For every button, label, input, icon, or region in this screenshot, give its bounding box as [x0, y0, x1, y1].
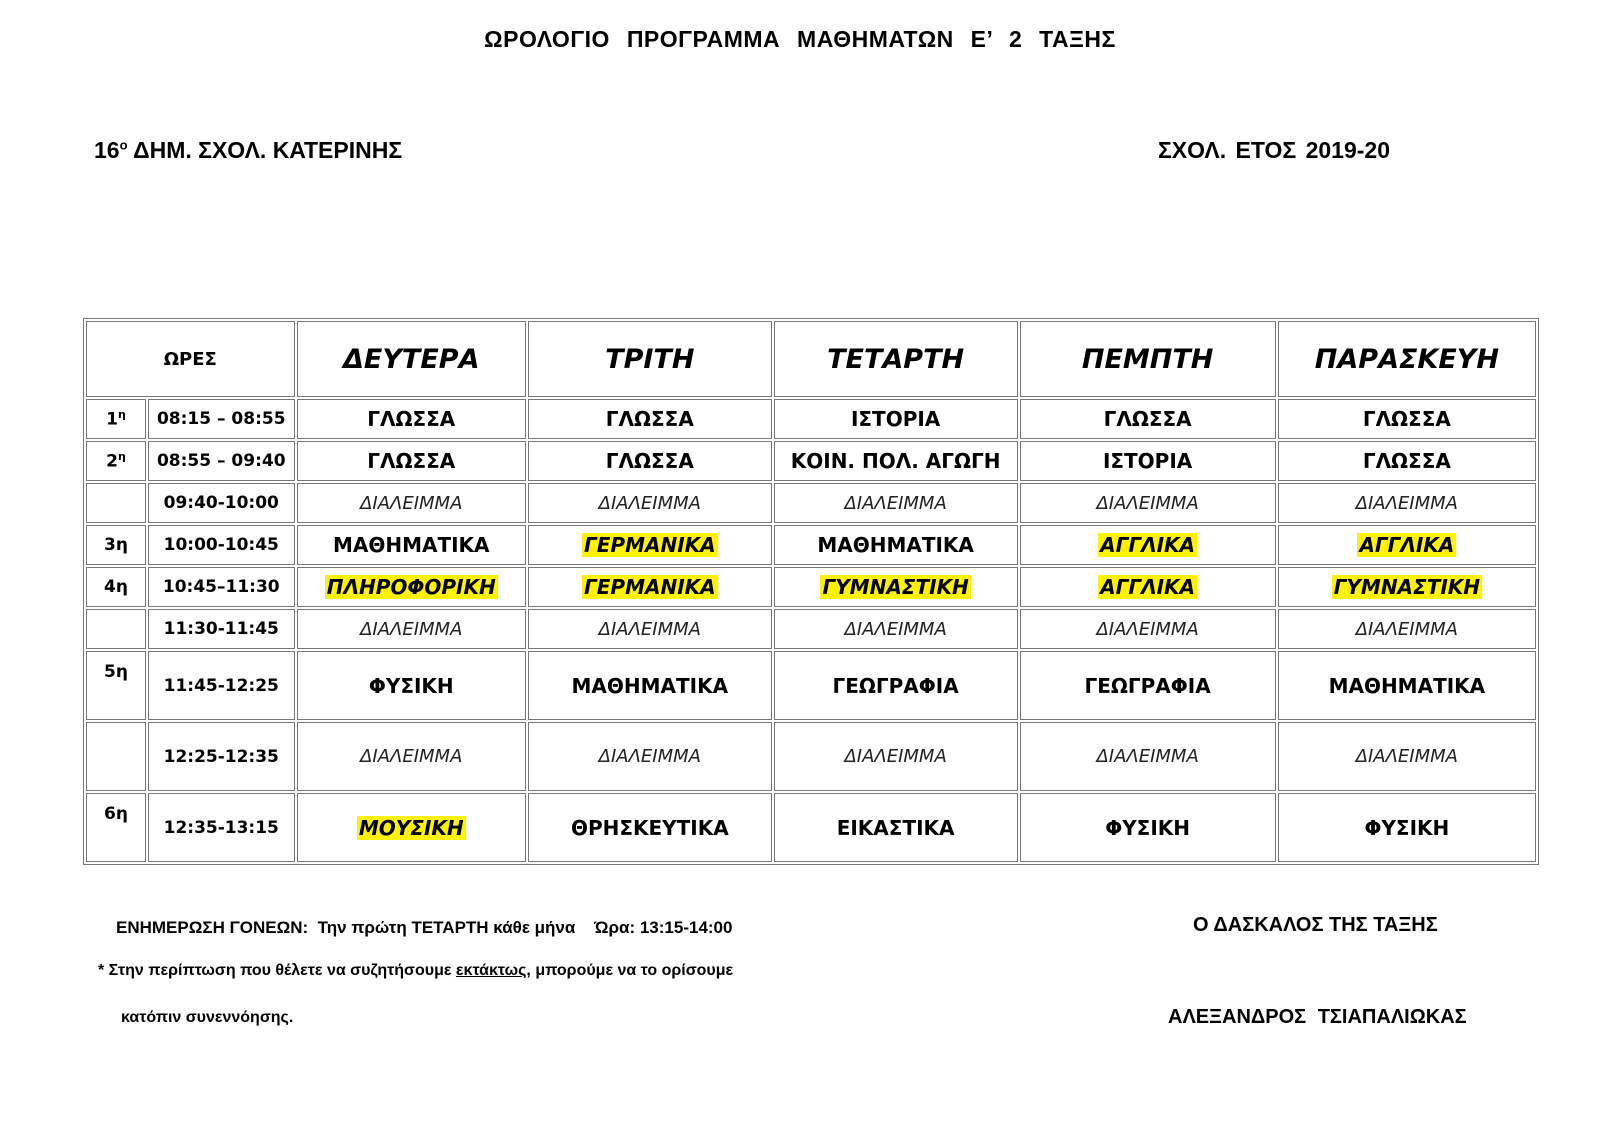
break-cell — [528, 609, 772, 649]
school-number: 16 — [94, 137, 120, 163]
subject-cell — [528, 793, 772, 862]
period-cell — [86, 525, 146, 565]
subject-label: ΚΟΙΝ. ΠΟΛ. ΑΓΩΓΗ — [790, 449, 1001, 473]
time-cell: 08:15 – 08:55 — [148, 399, 295, 439]
subject-label: ΓΛΩΣΣΑ — [367, 407, 456, 431]
period-cell — [86, 441, 146, 481]
note-end: , μπορούμε να το ορίσουμε — [526, 962, 734, 979]
subject-label: ΕΙΚΑΣΤΙΚΑ — [836, 815, 955, 840]
subject-cell — [1020, 441, 1276, 481]
note-line-2: κατόπιν συνεννόησης. — [121, 1009, 294, 1026]
subject-cell — [528, 525, 772, 565]
break-label: ΔΙΑΛΕΙΜΜΑ — [1096, 492, 1199, 514]
subject-cell — [774, 399, 1018, 439]
subject-label: ΑΓΓΛΙΚΑ — [1100, 575, 1196, 599]
subject-label: ΙΣΤΟΡΙΑ — [1102, 449, 1193, 473]
subject-cell — [1020, 651, 1276, 720]
break-label: ΔΙΑΛΕΙΜΜΑ — [360, 492, 463, 514]
period-cell — [86, 722, 146, 791]
period-number: 2 — [106, 451, 118, 472]
subject-label: ΘΡΗΣΚΕΥΤΙΚΑ — [570, 815, 729, 840]
parents-info — [116, 918, 732, 938]
subject-label: ΓΛΩΣΣΑ — [605, 407, 694, 431]
subject-cell — [297, 399, 526, 439]
subject-cell — [774, 793, 1018, 862]
period-cell — [86, 793, 146, 862]
break-cell — [297, 609, 526, 649]
time-cell: 10:00-10:45 — [148, 525, 295, 565]
subject-label: ΜΟΥΣΙΚΗ — [358, 815, 464, 840]
table-row — [86, 399, 1536, 439]
subject-cell — [774, 567, 1018, 607]
subject-cell — [297, 793, 526, 862]
break-cell — [528, 722, 772, 791]
school-number-ordinal: ο — [119, 137, 128, 153]
subject-label: ΜΑΘΗΜΑΤΙΚΑ — [571, 673, 729, 698]
time-cell: 12:35-13:15 — [148, 793, 295, 862]
table-row — [86, 651, 1536, 720]
break-cell — [1020, 609, 1276, 649]
subject-cell — [297, 441, 526, 481]
school-name-text: ΔΗΜ. ΣΧΟΛ. ΚΑΤΕΡΙΝΗΣ — [127, 137, 403, 163]
period-cell — [86, 483, 146, 523]
time-cell: 10:45–11:30 — [148, 567, 295, 607]
break-cell — [774, 609, 1018, 649]
timetable — [83, 318, 1539, 865]
subject-label: ΓΥΜΝΑΣΤΙΚΗ — [1333, 575, 1481, 599]
break-cell — [297, 483, 526, 523]
subject-cell — [1278, 793, 1536, 862]
table-row — [86, 793, 1536, 862]
subject-label: ΓΛΩΣΣΑ — [605, 449, 694, 473]
note-start: * Στην περίπτωση που θέλετε να συζητήσουμε — [98, 962, 456, 979]
break-label: ΔΙΑΛΕΙΜΜΑ — [360, 746, 463, 767]
subject-cell — [297, 525, 526, 565]
break-label: ΔΙΑΛΕΙΜΜΑ — [1096, 618, 1199, 640]
break-label: ΔΙΑΛΕΙΜΜΑ — [1355, 746, 1458, 767]
subject-cell — [528, 651, 772, 720]
break-label: ΔΙΑΛΕΙΜΜΑ — [844, 618, 947, 640]
period-cell — [86, 609, 146, 649]
period-number: 1 — [106, 409, 118, 430]
day-header-friday: ΠΑΡΑΣΚΕΥΗ — [1278, 321, 1536, 397]
subject-cell — [1020, 525, 1276, 565]
subject-cell — [297, 567, 526, 607]
subject-label: ΓΛΩΣΣΑ — [367, 449, 456, 473]
table-row — [86, 525, 1536, 565]
break-label: ΔΙΑΛΕΙΜΜΑ — [598, 618, 701, 640]
break-cell — [1020, 722, 1276, 791]
day-header-wednesday: ΤΕΤΑΡΤΗ — [774, 321, 1018, 397]
period-ordinal: η — [117, 408, 126, 422]
table-row — [86, 441, 1536, 481]
day-header-tuesday: ΤΡΙΤΗ — [528, 321, 772, 397]
break-cell — [774, 722, 1018, 791]
break-cell — [1278, 722, 1536, 791]
subject-label: ΜΑΘΗΜΑΤΙΚΑ — [1328, 673, 1486, 698]
subject-cell — [774, 651, 1018, 720]
subject-label: ΦΥΣΙΚΗ — [368, 673, 454, 698]
break-cell — [528, 483, 772, 523]
period-number: 4η — [103, 577, 128, 597]
subject-label: ΓΕΩΓΡΑΦΙΑ — [832, 673, 959, 698]
subject-label: ΦΥΣΙΚΗ — [1364, 815, 1450, 840]
subject-label: ΜΑΘΗΜΑΤΙΚΑ — [332, 533, 490, 557]
subject-cell — [528, 441, 772, 481]
break-label: ΔΙΑΛΕΙΜΜΑ — [598, 746, 701, 767]
subject-label: ΓΕΡΜΑΝΙΚΑ — [584, 575, 716, 599]
subject-label: ΓΛΩΣΣΑ — [1362, 407, 1451, 431]
subject-label: ΓΛΩΣΣΑ — [1103, 407, 1192, 431]
subject-label: ΑΓΓΛΙΚΑ — [1359, 533, 1455, 557]
hours-header: ΩΡΕΣ — [86, 321, 295, 397]
subject-label: ΙΣΤΟΡΙΑ — [850, 407, 941, 431]
subject-cell — [1020, 567, 1276, 607]
parents-info-label: ΕΝΗΜΕΡΩΣΗ ΓΟΝΕΩΝ: — [116, 918, 309, 937]
period-cell — [86, 651, 146, 720]
subject-cell — [297, 651, 526, 720]
header-row — [86, 321, 1536, 397]
subject-cell — [528, 399, 772, 439]
break-cell — [1278, 609, 1536, 649]
break-label: ΔΙΑΛΕΙΜΜΑ — [844, 492, 947, 514]
teacher-title: Ο ΔΑΣΚΑΛΟΣ ΤΗΣ ΤΑΞΗΣ — [1193, 914, 1438, 936]
subject-cell — [774, 441, 1018, 481]
table-row — [86, 609, 1536, 649]
subject-label: ΓΥΜΝΑΣΤΙΚΗ — [822, 575, 969, 599]
subject-cell — [1278, 651, 1536, 720]
subject-label: ΦΥΣΙΚΗ — [1105, 815, 1191, 840]
period-cell — [86, 567, 146, 607]
break-label: ΔΙΑΛΕΙΜΜΑ — [1355, 492, 1458, 514]
subject-cell — [528, 567, 772, 607]
subject-cell — [774, 525, 1018, 565]
period-number: 5η — [103, 662, 128, 682]
subject-cell — [1278, 399, 1536, 439]
note-underlined: εκτάκτως — [455, 962, 527, 979]
subject-label: ΑΓΓΛΙΚΑ — [1100, 533, 1196, 557]
note-line-1 — [98, 962, 733, 980]
day-header-thursday: ΠΕΜΠΤΗ — [1020, 321, 1276, 397]
day-header-monday: ΔΕΥΤΕΡΑ — [297, 321, 526, 397]
table-row — [86, 483, 1536, 523]
period-number: 3η — [103, 535, 128, 555]
subject-cell — [1278, 525, 1536, 565]
break-label: ΔΙΑΛΕΙΜΜΑ — [844, 746, 947, 767]
subject-label: ΜΑΘΗΜΑΤΙΚΑ — [817, 533, 974, 557]
time-cell: 09:40-10:00 — [148, 483, 295, 523]
time-cell: 11:30-11:45 — [148, 609, 295, 649]
subject-cell — [1020, 399, 1276, 439]
break-cell — [1020, 483, 1276, 523]
time-cell: 12:25-12:35 — [148, 722, 295, 791]
subject-label: ΓΕΡΜΑΝΙΚΑ — [584, 533, 716, 557]
break-label: ΔΙΑΛΕΙΜΜΑ — [1096, 746, 1199, 767]
parents-info-text: Την πρώτη ΤΕΤΑΡΤΗ κάθε μήνα — [317, 918, 576, 937]
parents-info-time: Ώρα: 13:15-14:00 — [594, 918, 733, 937]
table-row — [86, 722, 1536, 791]
period-ordinal: η — [117, 450, 126, 464]
subject-label: ΓΕΩΓΡΑΦΙΑ — [1084, 673, 1211, 698]
break-cell — [297, 722, 526, 791]
break-label: ΔΙΑΛΕΙΜΜΑ — [598, 492, 701, 514]
break-cell — [774, 483, 1018, 523]
time-cell: 11:45-12:25 — [148, 651, 295, 720]
table-row — [86, 567, 1536, 607]
page-title: ΩΡΟΛΟΓΙΟ ΠΡΟΓΡΑΜΜΑ ΜΑΘΗΜΑΤΩΝ Ε’ 2 ΤΑΞΗΣ — [484, 26, 1116, 52]
subject-label: ΓΛΩΣΣΑ — [1362, 449, 1451, 473]
subject-label: ΠΛΗΡΟΦΟΡΙΚΗ — [326, 575, 496, 599]
school-year: ΣΧΟΛ. ΕΤΟΣ 2019-20 — [1158, 137, 1391, 163]
subject-cell — [1278, 441, 1536, 481]
subject-cell — [1020, 793, 1276, 862]
subject-cell — [1278, 567, 1536, 607]
school-name — [94, 137, 402, 164]
break-label: ΔΙΑΛΕΙΜΜΑ — [360, 618, 463, 640]
time-cell: 08:55 – 09:40 — [148, 441, 295, 481]
break-label: ΔΙΑΛΕΙΜΜΑ — [1355, 618, 1458, 640]
break-cell — [1278, 483, 1536, 523]
period-cell — [86, 399, 146, 439]
period-number: 6η — [103, 804, 128, 824]
teacher-name: ΑΛΕΞΑΝΔΡΟΣ ΤΣΙΑΠΑΛΙΩΚΑΣ — [1168, 1006, 1467, 1028]
